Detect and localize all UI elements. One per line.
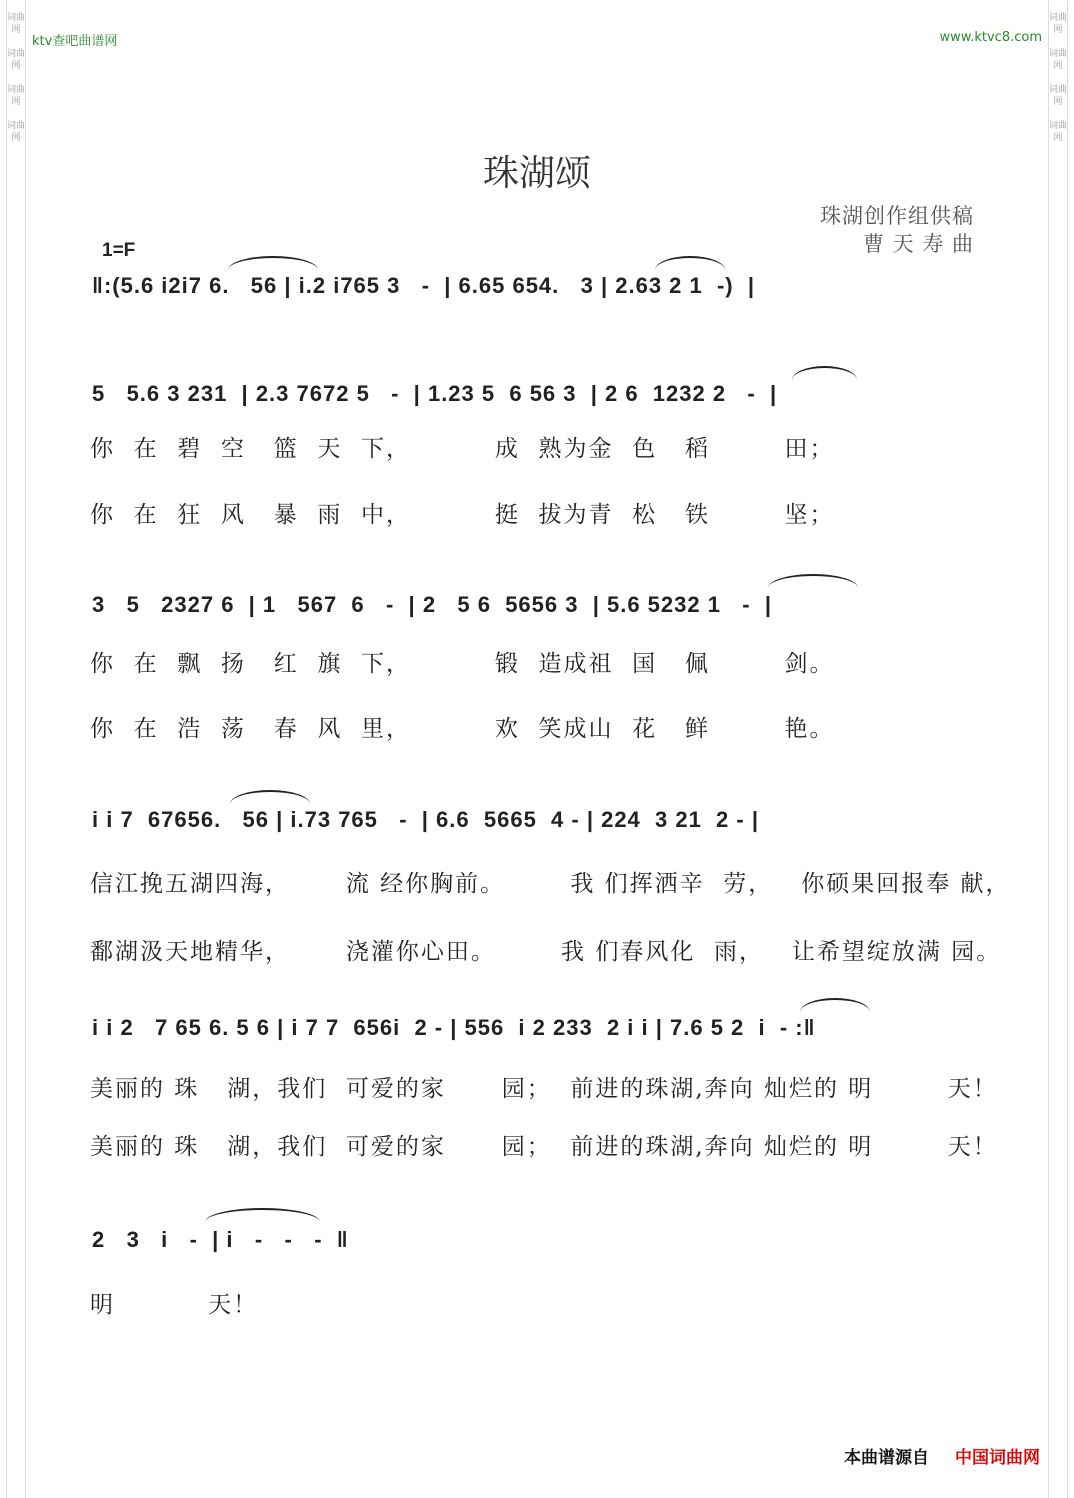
staff-row-6 [92,1220,982,1260]
notation-row: 2 3 i - | i - - - ‖ [92,1227,349,1252]
watermark-text: 词曲网 [7,13,26,35]
slur-mark [655,256,725,270]
header-right-url[interactable]: www.ktvc8.com [939,30,1042,45]
lyric-line: 鄱湖汲天地精华， 浇灌你心田。 我 们春风化 雨， 让希望绽放满 园。 [90,939,1002,965]
notation-row: 5 5.6 3 231 | 2.3 7672 5 - | 1.23 5 6 56 3 | 2 6 1232 2 - | [92,381,778,406]
header-left-site[interactable]: ktv查吧曲谱网 [32,34,118,49]
song-title: 珠湖颂 [482,153,591,194]
lyric-line: 你 在 狂 风 暴 雨 中， 挺 拔为青 松 铁 坚； [90,502,835,528]
slur-mark [228,256,318,270]
credit-provider: 珠湖创作组供稿 [820,204,974,228]
footer-site-link[interactable]: 中国词曲网 [955,1448,1040,1468]
right-watermark-strip [1048,0,1068,1498]
slur-mark [768,574,858,588]
lyric-line: 美丽的 珠 湖，我们 可爱的家 园； 前进的珠湖,奔向 灿烂的 明 天！ [90,1076,998,1102]
staff-row-3 [92,585,982,625]
notation-row: i i 7 67656. 56 | i.73 765 - | 6.6 5665 4 - | 224 3 21 2 - | [92,807,759,832]
slur-mark [792,366,857,380]
slur-mark [800,998,870,1012]
lyric-line: 你 在 浩 荡 春 风 里， 欢 笑成山 花 鲜 艳。 [90,716,835,742]
lyric-line: 你 在 碧 空 篮 天 下， 成 熟为金 色 稻 田； [90,436,835,462]
footer-source-label: 本曲谱源自 [844,1448,929,1468]
notation-row: ‖:(5.6 i2i7 6. 56 | i.2 i765 3 - | 6.65 654. 3 | 2.63 2 1 -) | [92,273,756,298]
lyric-line: 你 在 飘 扬 红 旗 下， 锻 造成祖 国 佩 剑。 [90,651,835,677]
slur-mark [205,1208,320,1222]
slur-mark [230,790,310,804]
watermark-text: 词曲网 [1049,121,1068,143]
lyric-line: 信江挽五湖四海， 流 经你胸前。 我 们挥洒辛 劳， 你硕果回报奉 献， [90,871,1011,897]
footer-source [844,1443,1040,1468]
notation-row: i i 2 7 65 6. 5 6 | i 7 7 656i 2 - | 556 i 2 233 2 i i | 7.6 5 2 i - :‖ [92,1015,816,1040]
watermark-text: 词曲网 [1049,13,1068,35]
lyric-line: 美丽的 珠 湖，我们 可爱的家 园； 前进的珠湖,奔向 灿烂的 明 天！ [90,1134,998,1160]
staff-row-4 [92,800,982,840]
watermark-text: 词曲网 [1049,85,1068,107]
credit-composer: 曹 天 寿 曲 [862,232,974,256]
staff-row-2 [92,374,982,414]
lyric-line: 明 天！ [90,1292,259,1318]
staff-row-5 [92,1008,982,1048]
watermark-text: 词曲网 [7,85,26,107]
watermark-text: 词曲网 [7,121,26,143]
watermark-text: 词曲网 [1049,49,1068,71]
key-signature: 1=F [102,240,136,261]
left-watermark-strip [6,0,26,1498]
notation-row: 3 5 2327 6 | 1 567 6 - | 2 5 6 5656 3 | 5.6 5232 1 - | [92,592,773,617]
staff-row-1 [92,266,982,306]
watermark-text: 词曲网 [7,49,26,71]
